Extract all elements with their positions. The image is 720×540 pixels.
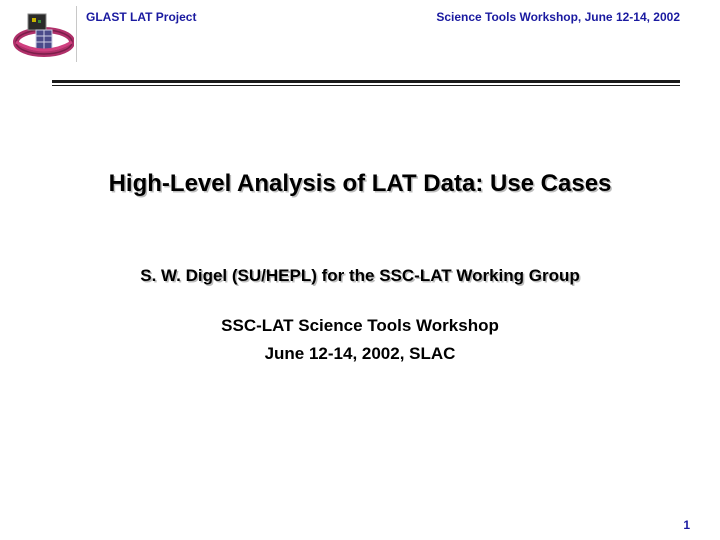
slide-venue (80, 312, 640, 368)
header-rule-thin (52, 85, 680, 86)
slide-title: High-Level Analysis of LAT Data: Use Cases (108, 170, 612, 197)
header-divider (76, 6, 77, 62)
page-number: 1 (683, 518, 690, 532)
slide-author: S. W. Digel (SU/HEPL) for the SSC-LAT Working Group (140, 266, 580, 285)
venue-line-date: June 12-14, 2002, SLAC (264, 344, 456, 363)
header-project: GLAST LAT Project (86, 10, 197, 24)
header-event: Science Tools Workshop, June 12-14, 2002 (436, 10, 680, 24)
header-rule (52, 80, 680, 83)
glast-logo-icon (10, 8, 74, 62)
venue-line-workshop: SSC-LAT Science Tools Workshop (221, 316, 499, 335)
